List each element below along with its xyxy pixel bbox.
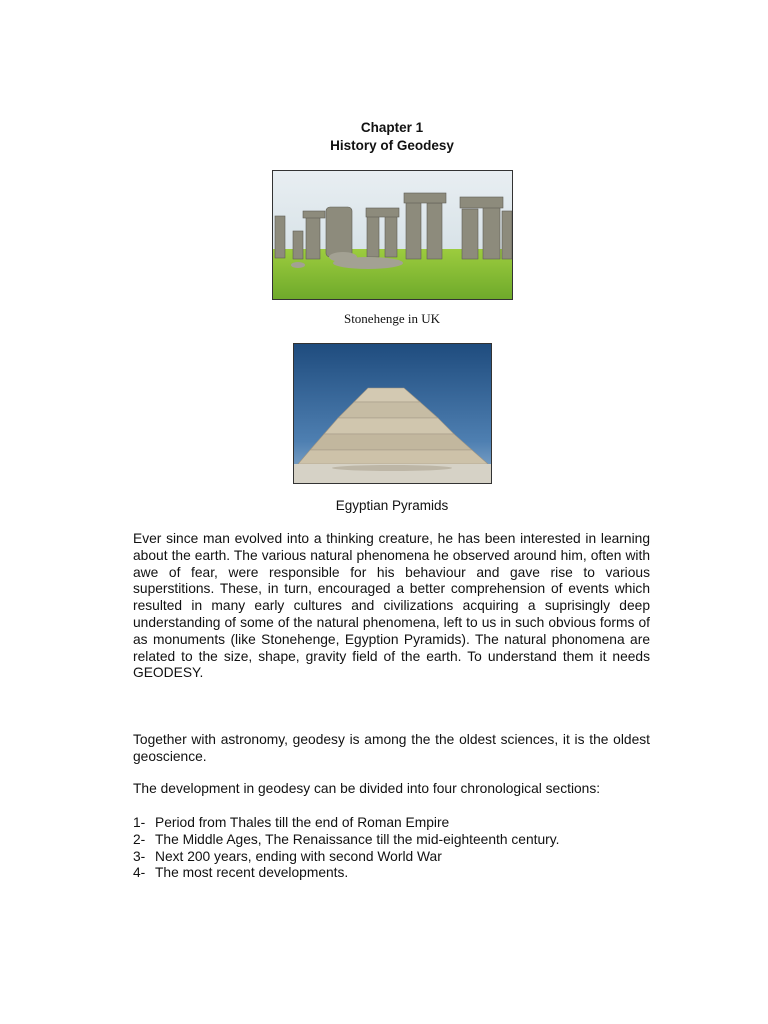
- chapter-label: Chapter 1: [360, 120, 424, 135]
- intro-paragraph: Ever since man evolved into a thinking creature, he has been interested in learning about the earth. The various natural phenomena he observed around him, often with awe of fear, were responsible for his behaviour and gave rise to various superstitions. These, in turn, encouraged a better comprehension of events which resulted in many early cultures and civilizations acquiring a suprisingly deep understanding of some of the natural phenomena, left to us in such obvious forms of as monuments (like Stonehenge, Egyption Pyramids). The natural phonomena are related to the size, shape, gravity field of the earth. To understand them it needs GEODESY.: [133, 531, 650, 681]
- pyramid-caption: Egyptian Pyramids: [335, 498, 449, 513]
- astronomy-paragraph: Together with astronomy, geodesy is among the the oldest sciences, it is the oldest geoscience.: [133, 732, 650, 764]
- list-item-text: Next 200 years, ending with second World War: [155, 848, 442, 864]
- pyramid-photo: [293, 343, 492, 484]
- list-item: [133, 815, 650, 832]
- list-item-number: 1-: [133, 815, 146, 830]
- list-item-text: Period from Thales till the end of Roman Empire: [155, 815, 450, 830]
- list-item: [133, 865, 650, 882]
- sections-intro-paragraph: The development in geodesy can be divided into four chronological sections:: [133, 781, 601, 796]
- list-item-number: 2-: [133, 831, 146, 847]
- list-item-text: The most recent developments.: [155, 865, 349, 881]
- chronological-sections-list: [133, 815, 650, 882]
- list-item-number: 4-: [133, 865, 146, 881]
- list-item: [133, 849, 650, 866]
- list-item: [133, 832, 650, 849]
- list-item-text: The Middle Ages, The Renaissance till the mid-eighteenth century.: [155, 831, 560, 847]
- stonehenge-photo: [272, 170, 513, 300]
- page-title: History of Geodesy: [330, 138, 454, 153]
- list-item-number: 3-: [133, 848, 146, 864]
- stonehenge-caption: Stonehenge in UK: [343, 311, 441, 326]
